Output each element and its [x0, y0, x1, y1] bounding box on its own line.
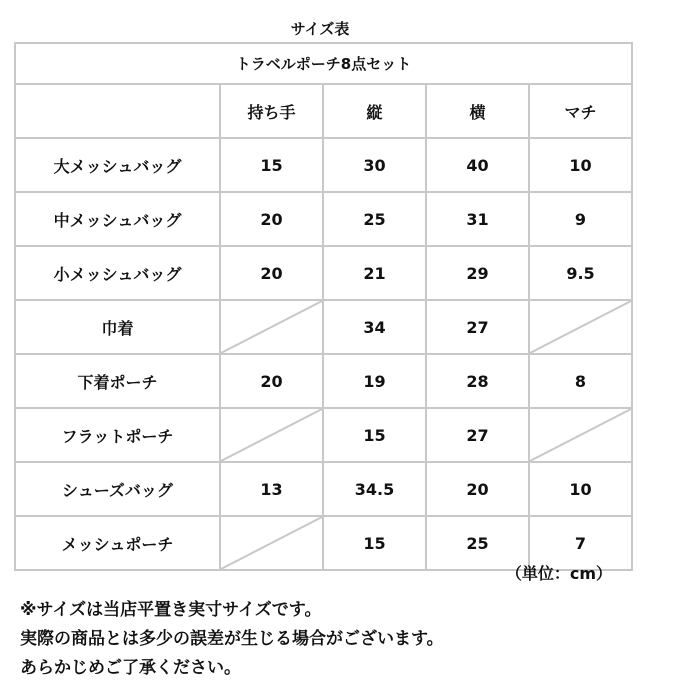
table-row [15, 246, 632, 300]
table-row [15, 192, 632, 246]
column-header: マチ [529, 84, 632, 138]
table-row [15, 300, 632, 354]
row-label: 中メッシュバッグ [15, 192, 220, 246]
diagonal-slash-icon [221, 301, 322, 353]
diagonal-slash-icon [221, 517, 322, 569]
table-cell: 29 [426, 246, 529, 300]
table-cell: 15 [220, 138, 323, 192]
table-cell: 8 [529, 354, 632, 408]
column-header: 持ち手 [220, 84, 323, 138]
table-cell: 20 [220, 246, 323, 300]
table-cell: 15 [323, 516, 426, 570]
table-caption-row [15, 43, 632, 84]
table-cell: 21 [323, 246, 426, 300]
table-cell: 13 [220, 462, 323, 516]
note-line: ※サイズは当店平置き実寸サイズです。 [20, 600, 322, 620]
table-row [15, 408, 632, 462]
row-label: 巾着 [15, 300, 220, 354]
not-applicable-cell [220, 408, 323, 462]
table-cell: 25 [426, 516, 529, 570]
not-applicable-cell [220, 300, 323, 354]
table-cell: 34.5 [323, 462, 426, 516]
table-cell: 10 [529, 462, 632, 516]
row-label: 下着ポーチ [15, 354, 220, 408]
notes [20, 596, 444, 683]
row-label: フラットポーチ [15, 408, 220, 462]
table-cell: 9 [529, 192, 632, 246]
table-cell: 15 [323, 408, 426, 462]
table-caption: トラベルポーチ8点セット [15, 43, 632, 84]
column-header: 横 [426, 84, 529, 138]
row-label: 小メッシュバッグ [15, 246, 220, 300]
table-cell: 20 [220, 192, 323, 246]
table-cell: 10 [529, 138, 632, 192]
table-cell: 28 [426, 354, 529, 408]
table-cell: 20 [220, 354, 323, 408]
not-applicable-cell [529, 300, 632, 354]
note-line: あらかじめご了承ください。 [20, 658, 241, 678]
table-row [15, 462, 632, 516]
table-row [15, 138, 632, 192]
table-cell: 7 [529, 516, 632, 570]
table-cell: 34 [323, 300, 426, 354]
row-label: シューズバッグ [15, 462, 220, 516]
not-applicable-cell [220, 516, 323, 570]
column-header: 縦 [323, 84, 426, 138]
table-cell: 30 [323, 138, 426, 192]
table-cell: 31 [426, 192, 529, 246]
not-applicable-cell [529, 408, 632, 462]
size-table [14, 42, 633, 571]
table-cell: 20 [426, 462, 529, 516]
table-cell: 9.5 [529, 246, 632, 300]
table-cell: 19 [323, 354, 426, 408]
note-line: 実際の商品とは多少の誤差が生じる場合がございます。 [20, 629, 444, 649]
table-row [15, 354, 632, 408]
row-label: メッシュポーチ [15, 516, 220, 570]
diagonal-slash-icon [221, 409, 322, 461]
column-header [15, 84, 220, 138]
table-cell: 25 [323, 192, 426, 246]
diagonal-slash-icon [530, 301, 631, 353]
table-cell: 27 [426, 408, 529, 462]
table-header-row [15, 84, 632, 138]
table-cell: 40 [426, 138, 529, 192]
unit-label: （単位：cm） [505, 564, 612, 583]
diagonal-slash-icon [530, 409, 631, 461]
table-cell: 27 [426, 300, 529, 354]
size-chart-heading: サイズ表 [290, 20, 350, 38]
row-label: 大メッシュバッグ [15, 138, 220, 192]
